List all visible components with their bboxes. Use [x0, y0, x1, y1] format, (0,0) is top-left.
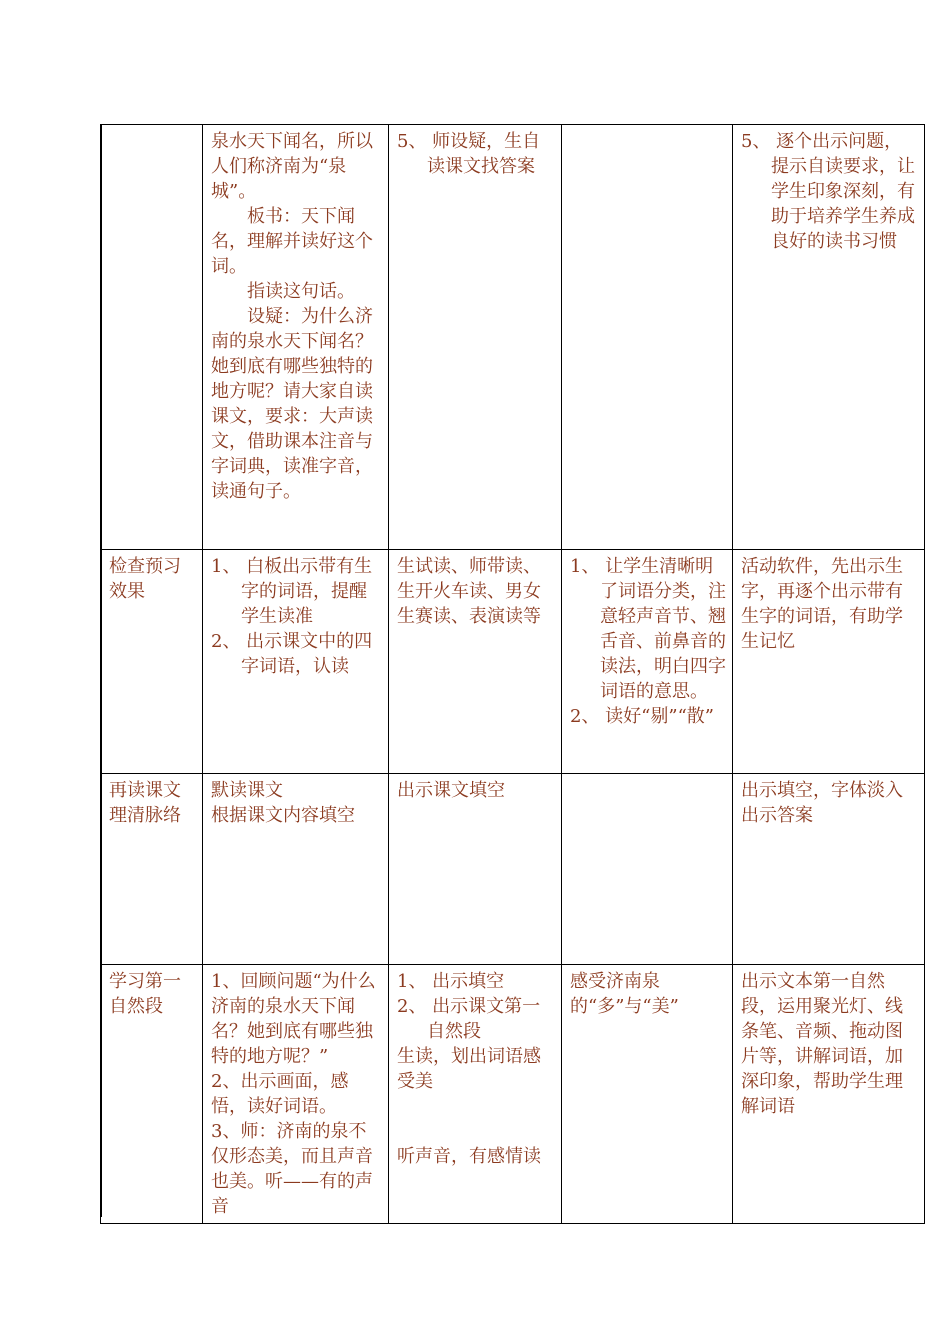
cell-text: 2、出示画面，感悟，读好词语。	[211, 1071, 349, 1117]
cell-text: 泉水天下闻名，所以人们称济南为“泉城”。	[211, 131, 373, 202]
table-cell-student-activity	[389, 125, 562, 550]
lesson-plan-table	[100, 124, 925, 1224]
table-cell-stage	[101, 125, 203, 550]
cell-text: 2、 读好“剔”“散”	[570, 706, 714, 727]
cell-text: 生读，划出词语感受美	[397, 1046, 541, 1092]
cell-text: 感受济南泉的“多”与“美”	[570, 971, 679, 1017]
cell-text: 设疑：为什么济南的泉水天下闻名？她到底有哪些独特的地方呢？请大家自读课文，要求：大声读文，借助课本注音与字词典，读准字音，读通句子。	[211, 306, 373, 502]
cell-text: 出示填空，字体淡入出示答案	[741, 780, 903, 826]
table-cell-teacher-activity	[203, 550, 389, 774]
cell-text: 根据课文内容填空	[211, 805, 355, 826]
table-cell-student-activity	[389, 550, 562, 774]
cell-text: 1、回顾问题“为什么济南的泉水天下闻名？她到底有哪些独特的地方呢？”	[211, 971, 376, 1067]
table-cell-media	[733, 125, 925, 550]
table-cell-teacher-activity	[203, 965, 389, 1224]
table-cell-stage	[101, 550, 203, 774]
cell-text: 出示文本第一自然段，运用聚光灯、线条笔、音频、拖动图片等，讲解词语，加深印象，帮助学生理解词语	[741, 971, 903, 1117]
cell-text: 5、 逐个出示问题，提示自读要求，让学生印象深刻，有助于培养学生养成良好的读书习惯	[741, 131, 915, 252]
cell-text: 学习第一自然段	[109, 971, 181, 1017]
cell-text: 3、师：济南的泉不仅形态美，而且声音也美。听——有的声音	[211, 1121, 373, 1217]
cell-text: 板书：天下闻名，理解并读好这个词。	[211, 206, 373, 277]
table-cell-teacher-activity	[203, 125, 389, 550]
table-cell-media	[733, 965, 925, 1224]
cell-text: 活动软件，先出示生字，再逐个出示带有生字的词语，有助学生记忆	[741, 556, 903, 652]
table-cell-student-activity	[389, 965, 562, 1224]
cell-text: 再读课文理清脉络	[109, 780, 181, 826]
cell-text: 1、 出示填空	[397, 971, 505, 992]
cell-text: 检查预习效果	[109, 556, 181, 602]
table-outer-border	[100, 124, 102, 1217]
table-cell-goal	[562, 774, 733, 965]
table-cell-goal	[562, 965, 733, 1224]
cell-text: 默读课文	[211, 780, 283, 801]
table-row	[101, 125, 925, 550]
cell-text: 听声音，有感情读	[397, 1146, 541, 1167]
cell-text: 1、 白板出示带有生字的词语，提醒学生读准	[211, 556, 373, 627]
table-row	[101, 965, 925, 1224]
spacer	[397, 1094, 555, 1144]
cell-text: 2、 出示课文第一自然段	[397, 996, 541, 1042]
cell-text: 1、 让学生清晰明了词语分类，注意轻声音节、翘舌音、前鼻音的读法，明白四字词语的意思。	[570, 556, 726, 702]
table-cell-goal	[562, 125, 733, 550]
table-cell-stage	[101, 774, 203, 965]
table-cell-teacher-activity	[203, 774, 389, 965]
table-cell-stage	[101, 965, 203, 1224]
cell-text: 5、 师设疑，生自读课文找答案	[397, 131, 541, 177]
table-row	[101, 550, 925, 774]
table-row	[101, 774, 925, 965]
table-cell-media	[733, 774, 925, 965]
cell-text: 2、 出示课文中的四字词语，认读	[211, 631, 373, 677]
cell-text: 出示课文填空	[397, 780, 505, 801]
table-cell-student-activity	[389, 774, 562, 965]
table-cell-goal	[562, 550, 733, 774]
table-cell-media	[733, 550, 925, 774]
cell-text: 生试读、师带读、生开火车读、男女生赛读、表演读等	[397, 556, 541, 627]
cell-text: 指读这句话。	[247, 281, 355, 302]
